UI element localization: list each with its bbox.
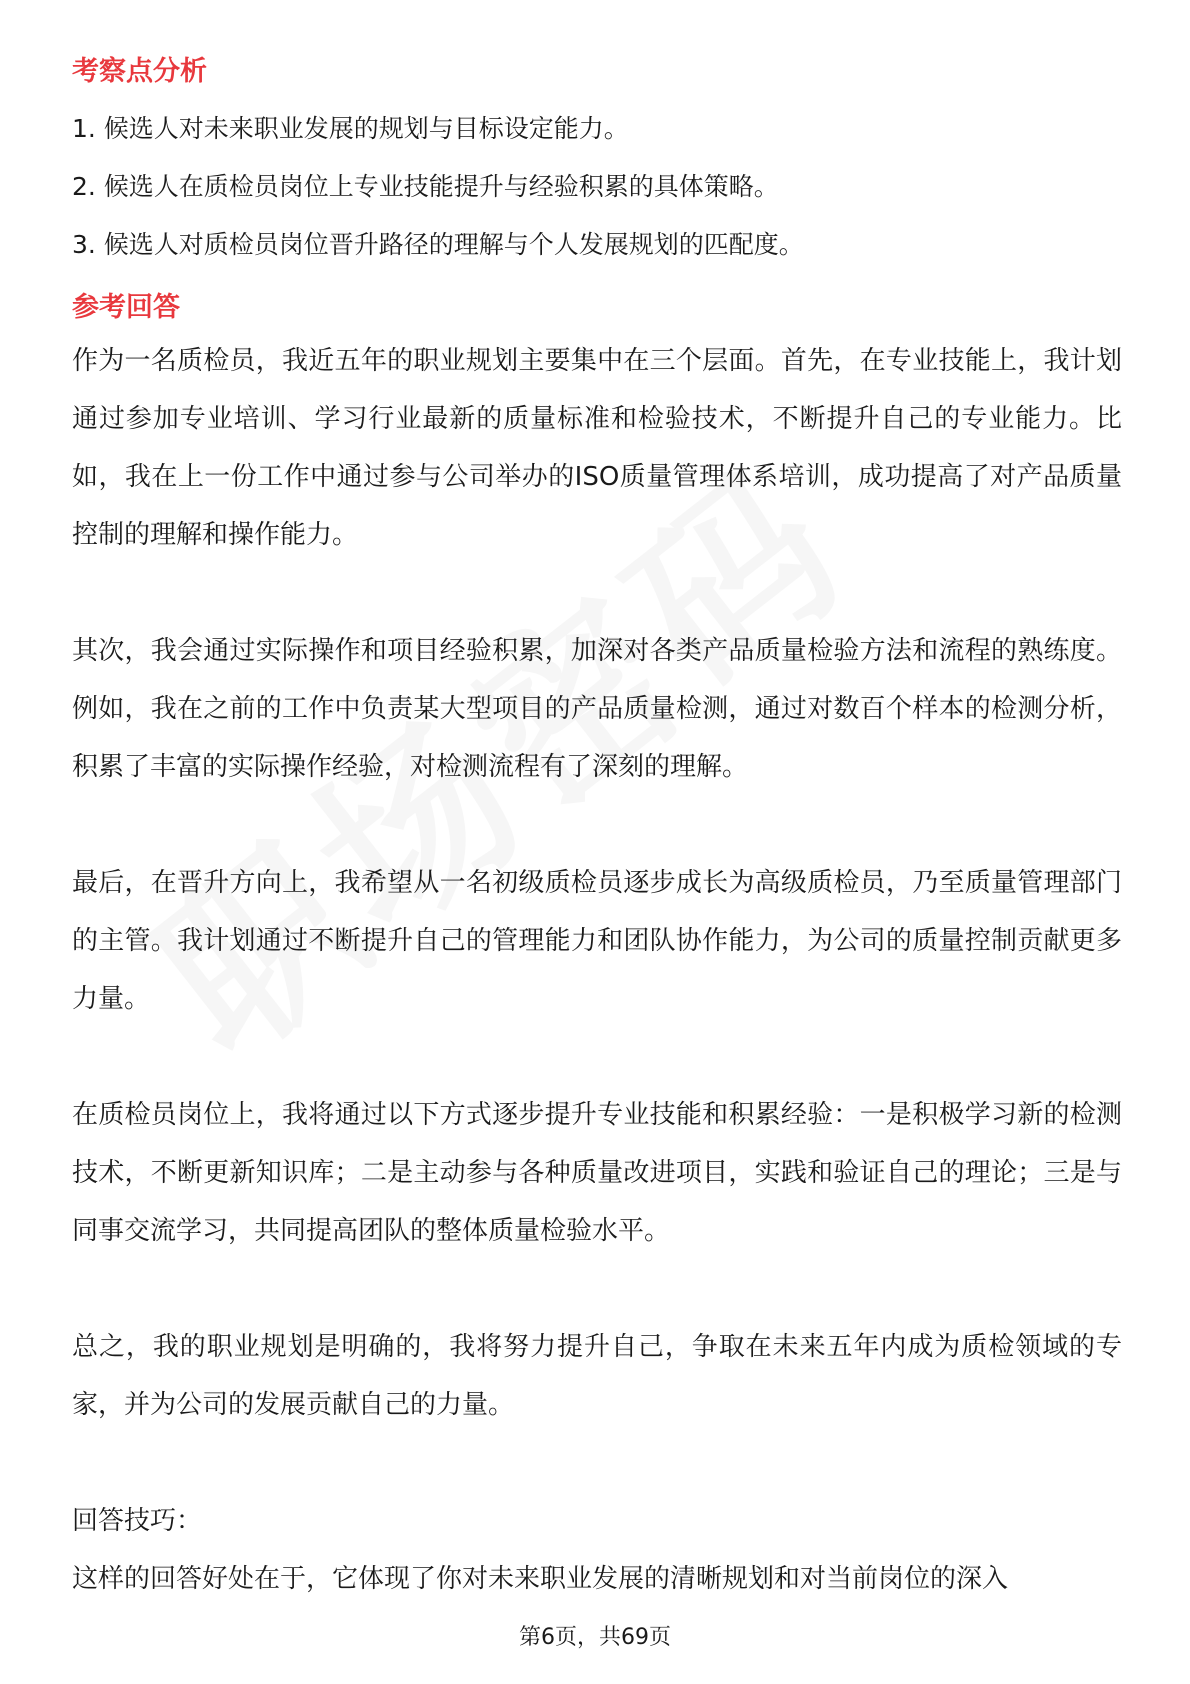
answer-paragraph: 其次，我会通过实际操作和项目经验积累，加深对各类产品质量检验方法和流程的熟练度。例如，我在之前的工作中负责某大型项目的产品质量检测，通过对数百个样本的检测分析，积累了丰富的实际操作经验，对检测流程有了深刻的理解。 <box>72 636 1122 782</box>
answer-paragraph: 在质检员岗位上，我将通过以下方式逐步提升专业技能和积累经验：一是积极学习新的检测技术，不断更新知识库；二是主动参与各种质量改进项目，实践和验证自己的理论；三是与同事交流学习，共同提高团队的整体质量检验水平。 <box>72 1100 1122 1246</box>
analysis-points <box>72 100 1122 274</box>
answer-paragraph: 最后，在晋升方向上，我希望从一名初级质检员逐步成长为高级质检员，乃至质量管理部门的主管。我计划通过不断提升自己的管理能力和团队协作能力，为公司的质量控制贡献更多力量。 <box>72 868 1122 1014</box>
analysis-point: 2. 候选人在质检员岗位上专业技能提升与经验积累的具体策略。 <box>72 172 779 201</box>
answer-paragraph: 总之，我的职业规划是明确的，我将努力提升自己，争取在未来五年内成为质检领域的专家，并为公司的发展贡献自己的力量。 <box>72 1332 1122 1420</box>
answer-paragraph: 作为一名质检员，我近五年的职业规划主要集中在三个层面。首先，在专业技能上，我计划通过参加专业培训、学习行业最新的质量标准和检验技术，不断提升自己的专业能力。比如，我在上一份工作中通过参与公司举办的ISO质量管理体系培训，成功提高了对产品质量控制的理解和操作能力。 <box>72 346 1122 550</box>
page-content <box>72 48 1122 1608</box>
answer-title: 参考回答 <box>72 292 180 323</box>
tips-label: 回答技巧： <box>72 1506 203 1536</box>
page-indicator: 第6页，共69页 <box>519 1625 671 1650</box>
tips-text: 这样的回答好处在于，它体现了你对未来职业发展的清晰规划和对当前岗位的深入 <box>72 1564 1009 1594</box>
analysis-point: 1. 候选人对未来职业发展的规划与目标设定能力。 <box>72 114 629 143</box>
analysis-point: 3. 候选人对质检员岗位晋升路径的理解与个人发展规划的匹配度。 <box>72 230 804 259</box>
analysis-title: 考察点分析 <box>72 56 207 87</box>
